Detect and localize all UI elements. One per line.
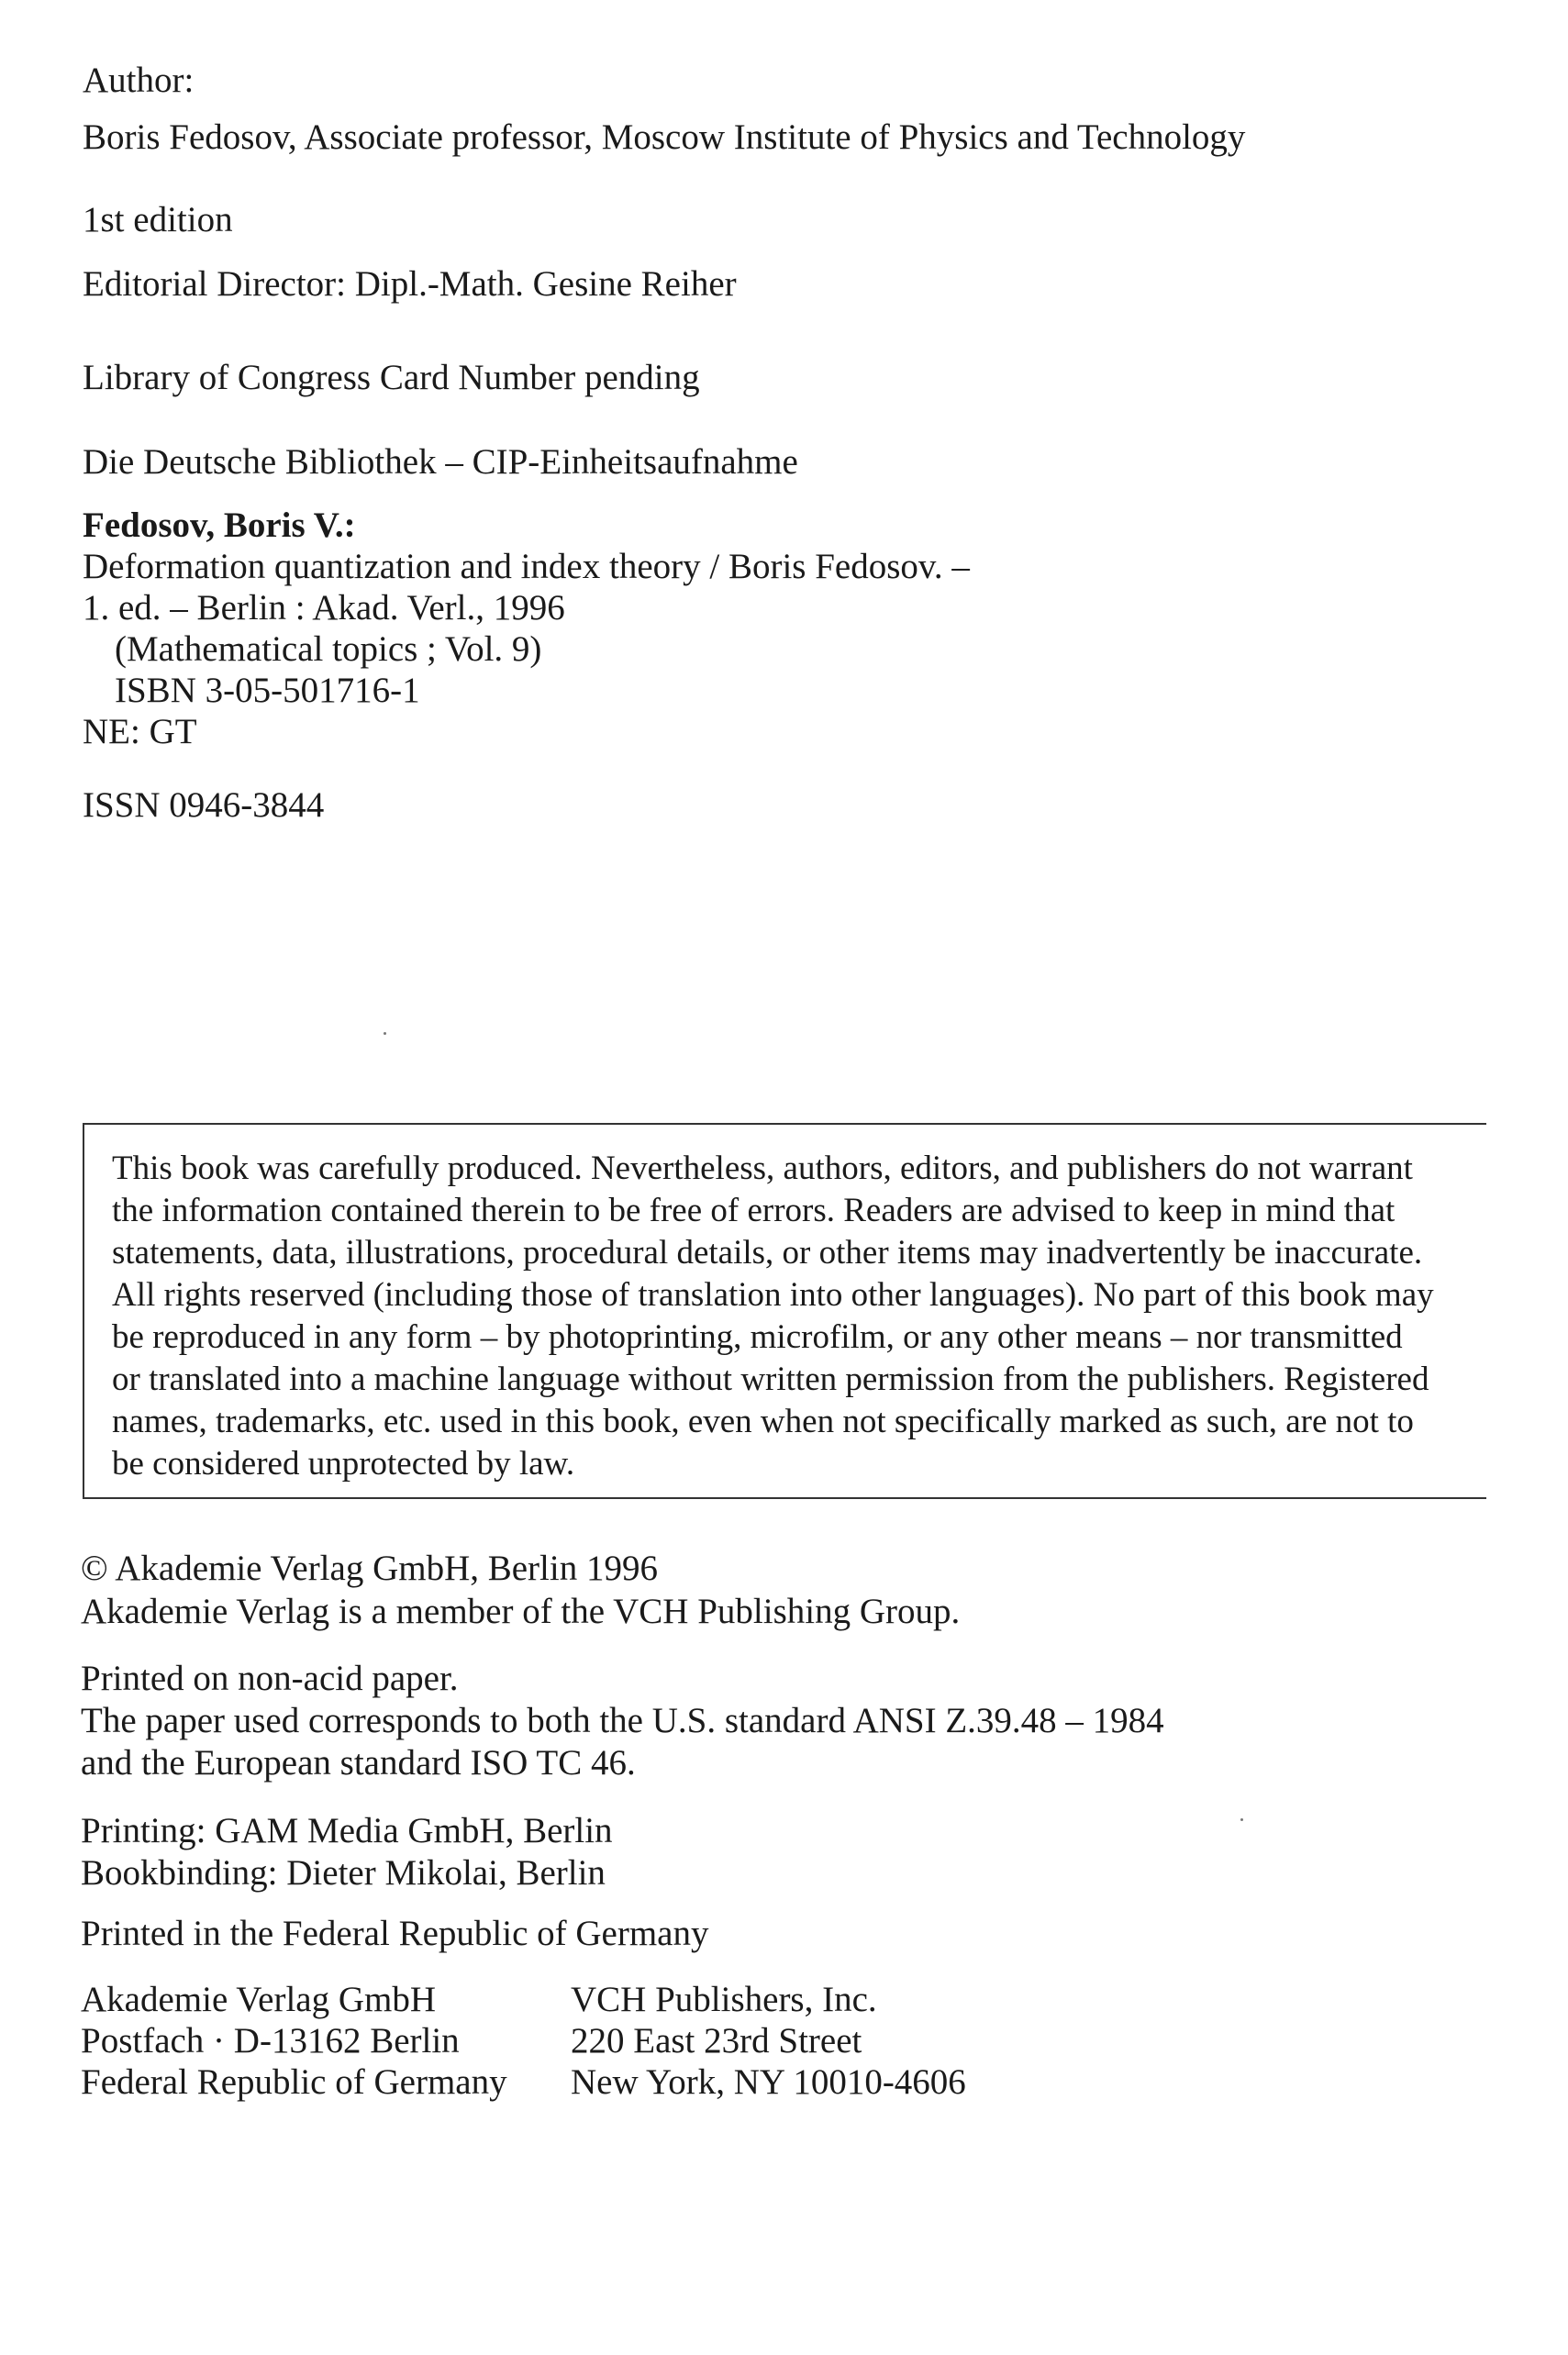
notice-line: names, trademarks, etc. used in this book, even when not specifically marked as such, are not to <box>112 1403 1414 1440</box>
printed-in-line: Printed in the Federal Republic of Germany <box>81 1914 709 1953</box>
print-speck <box>1240 1818 1243 1821</box>
bookbinding-line: Bookbinding: Dieter Mikolai, Berlin <box>81 1853 606 1893</box>
paper-line-2: The paper used corresponds to both the U.S. standard ANSI Z.39.48 – 1984 <box>81 1701 1164 1740</box>
author-name-line: Boris Fedosov, Associate professor, Moscow Institute of Physics and Technology <box>83 117 1246 157</box>
paper-line-1: Printed on non-acid paper. <box>81 1659 459 1698</box>
author-label: Author: <box>83 61 195 100</box>
copyright-member-line: Akademie Verlag is a member of the VCH Publishing Group. <box>81 1592 961 1631</box>
notice-line: or translated into a machine language without written permission from the publishers. Registered <box>112 1361 1429 1398</box>
cip-isbn-line: ISBN 3-05-501716-1 <box>115 671 420 710</box>
copyright-line: © Akademie Verlag GmbH, Berlin 1996 <box>81 1549 658 1588</box>
address-right-line: VCH Publishers, Inc. <box>571 1980 877 2019</box>
print-speck <box>384 1032 386 1035</box>
address-left-line: Federal Republic of Germany <box>81 2062 507 2102</box>
cip-ne-line: NE: GT <box>83 712 197 751</box>
notice-box-left-rule <box>83 1123 84 1497</box>
address-left-line: Postfach · D-13162 Berlin <box>81 2021 460 2061</box>
notice-box-top-rule <box>83 1123 1486 1125</box>
address-right-line: New York, NY 10010-4606 <box>571 2062 966 2102</box>
cip-title-line: Deformation quantization and index theory / Boris Fedosov. – <box>83 547 970 586</box>
editorial-director-line: Editorial Director: Dipl.-Math. Gesine Reiher <box>83 264 737 304</box>
notice-line: statements, data, illustrations, procedural details, or other items may inadvertently be inaccurate. <box>112 1234 1423 1272</box>
notice-line: be considered unprotected by law. <box>112 1445 575 1483</box>
notice-box-bottom-rule <box>83 1497 1486 1499</box>
address-left-line: Akademie Verlag GmbH <box>81 1980 437 2019</box>
printing-line: Printing: GAM Media GmbH, Berlin <box>81 1811 613 1850</box>
issn-line: ISSN 0946-3844 <box>83 785 325 825</box>
cip-series-line: (Mathematical topics ; Vol. 9) <box>115 629 542 669</box>
edition-line: 1st edition <box>83 200 233 239</box>
notice-line: All rights reserved (including those of translation into other languages). No part of this book may <box>112 1276 1434 1314</box>
cip-author: Fedosov, Boris V.: <box>83 505 356 545</box>
paper-line-3: and the European standard ISO TC 46. <box>81 1743 636 1783</box>
cip-header: Die Deutsche Bibliothek – CIP-Einheitsaufnahme <box>83 442 798 482</box>
address-right-line: 220 East 23rd Street <box>571 2021 862 2061</box>
library-of-congress-line: Library of Congress Card Number pending <box>83 358 700 397</box>
notice-line: be reproduced in any form – by photoprinting, microfilm, or any other means – nor transmitted <box>112 1318 1403 1356</box>
notice-line: This book was carefully produced. Nevertheless, authors, editors, and publishers do not warrant <box>112 1150 1413 1187</box>
notice-line: the information contained therein to be free of errors. Readers are advised to keep in mind that <box>112 1192 1396 1229</box>
cip-publication-line: 1. ed. – Berlin : Akad. Verl., 1996 <box>83 588 565 628</box>
